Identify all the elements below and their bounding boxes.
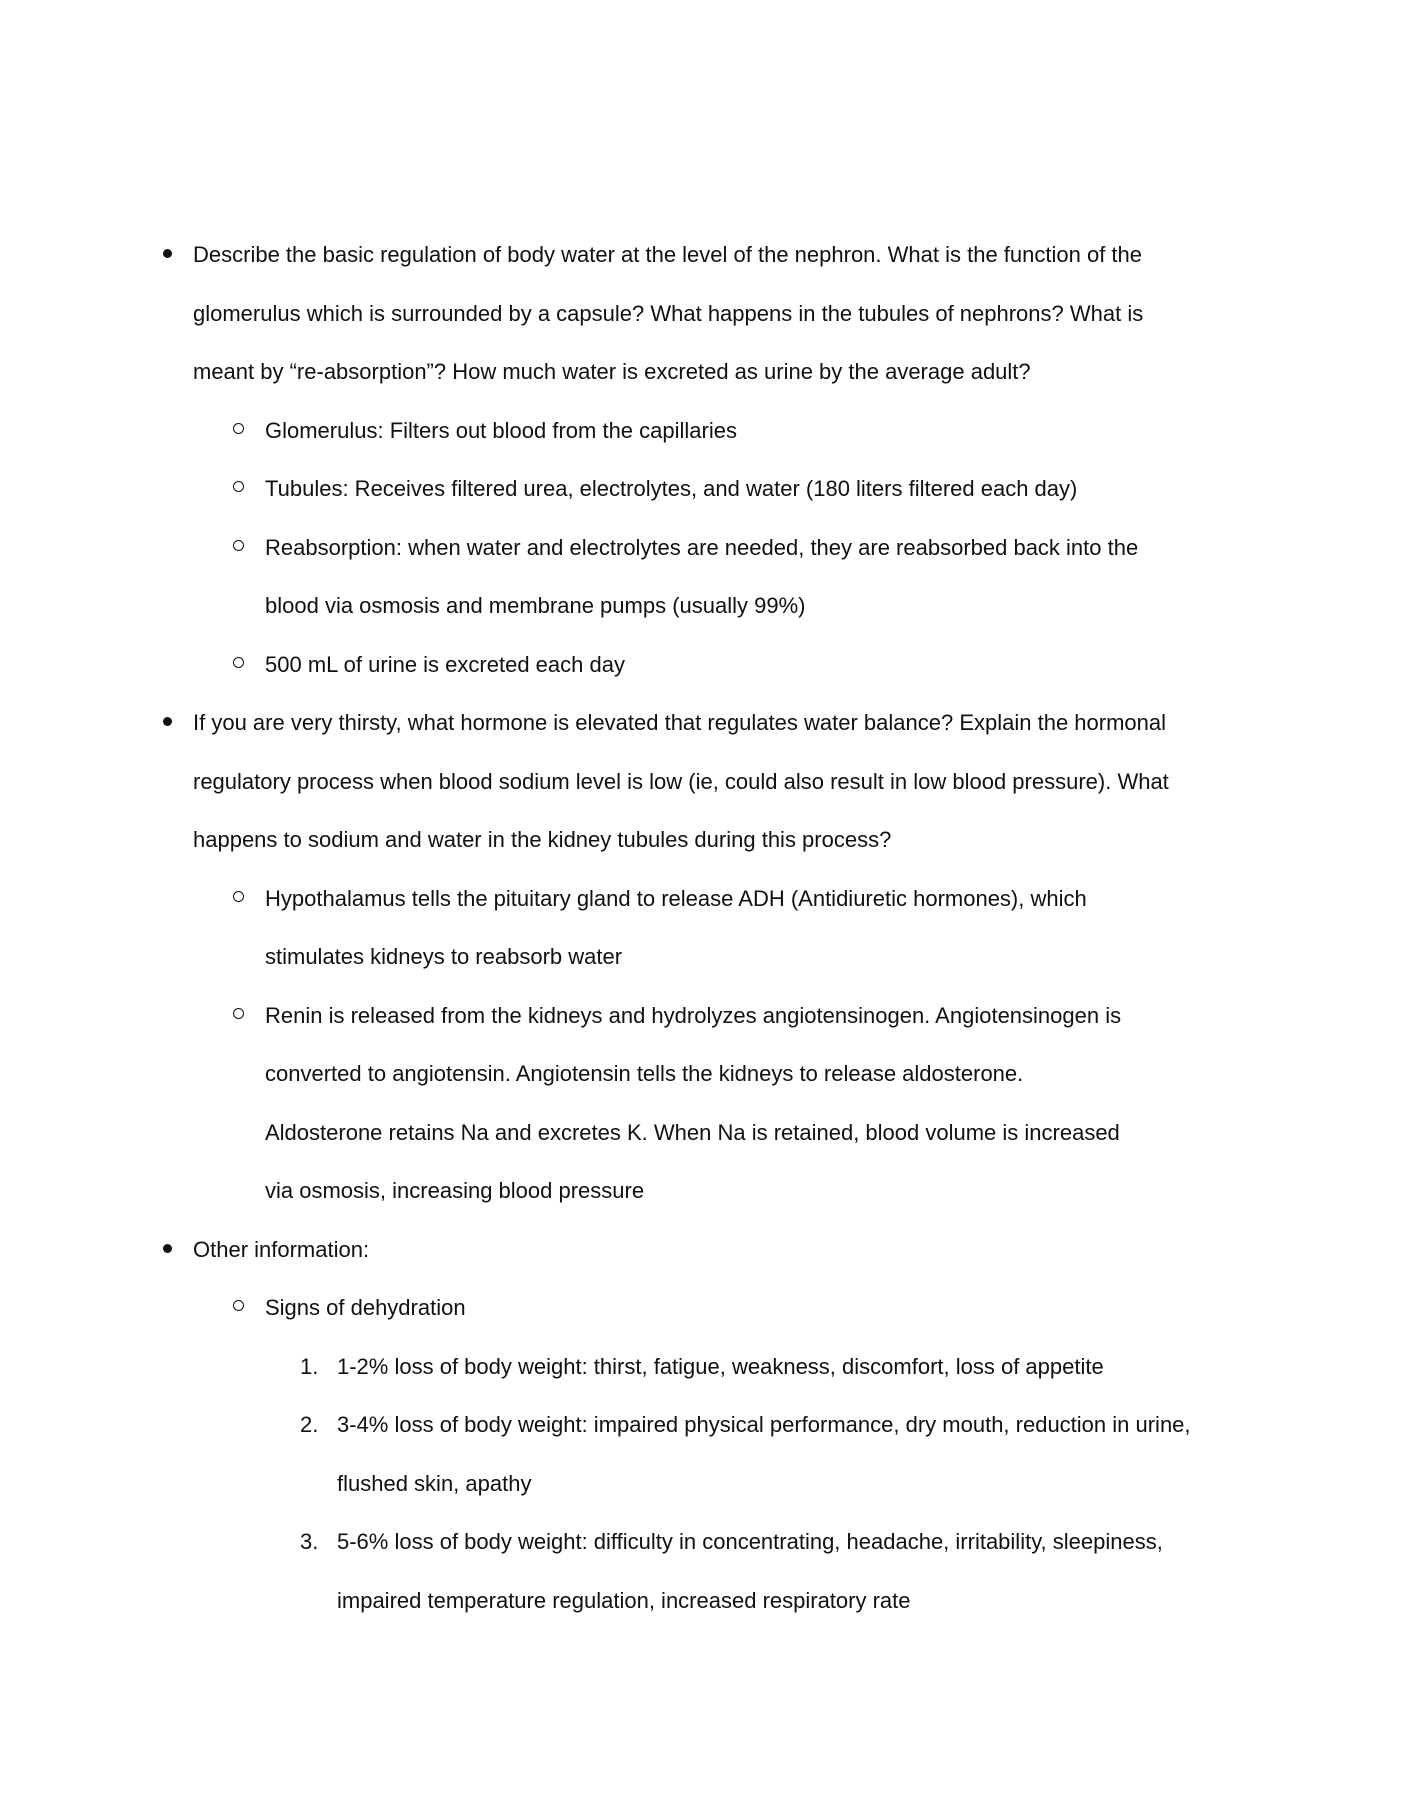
answer-text: Hypothalamus tells the pituitary gland to release ADH (Antidiuretic hormones), which stimulates kidneys to reabsorb water (265, 885, 1087, 969)
question-item (193, 694, 1223, 870)
answer-text: Tubules: Receives filtered urea, electrolytes, and water (180 liters filtered each day) (265, 476, 1078, 501)
bullet-circle-icon (233, 481, 244, 492)
bullet-dot-icon (163, 717, 172, 726)
question-text: Describe the basic regulation of body water at the level of the nephron. What is the function of the glomerulus which is surrounded by a capsule? What happens in the tubules of nephrons? What is meant by “re-absorption”? How much water is excreted as urine by the average adult? (193, 242, 1144, 384)
sub-heading-text: Signs of dehydration (265, 1295, 466, 1320)
numbered-item (300, 1396, 1227, 1513)
answer-item (265, 460, 1225, 519)
numbered-item (300, 1513, 1227, 1630)
answer-item (265, 636, 1225, 695)
answer-text: Glomerulus: Filters out blood from the capillaries (265, 417, 737, 443)
answer-text: Renin is released from the kidneys and hydrolyzes angiotensinogen. Angiotensinogen is converted to angiotensin. Angiotensin tells the kidneys to release aldosterone. Aldosterone retains Na and excretes K. When Na is retained, blood volume is increased via osmosis, increasing blood pressure (265, 1002, 1122, 1203)
bullet-circle-icon (233, 1300, 244, 1311)
bullet-circle-icon (233, 540, 244, 551)
numbered-text: 3-4% loss of body weight: impaired physical performance, dry mouth, reduction in urine, flushed skin, apathy (337, 1412, 1191, 1496)
question-text: Other information: (193, 1236, 370, 1262)
bullet-circle-icon (233, 1008, 244, 1019)
numbered-text: 5-6% loss of body weight: difficulty in concentrating, headache, irritability, sleepiness, impaired temperature regulation, increased respiratory rate (337, 1529, 1163, 1613)
answer-item (265, 402, 1225, 461)
item-number: 2. (300, 1412, 319, 1437)
item-number: 1. (300, 1353, 319, 1379)
question-item (193, 226, 1223, 402)
question-text: If you are very thirsty, what hormone is elevated that regulates water balance? Explain the hormonal regulatory process when blood sodium level is low (ie, could also result in low blood pressure). What happens to sodium and water in the kidney tubules during this process? (193, 710, 1169, 852)
bullet-dot-icon (163, 249, 172, 258)
answer-text: 500 mL of urine is excreted each day (265, 651, 625, 677)
numbered-item (300, 1338, 1227, 1397)
bullet-circle-icon (233, 423, 244, 434)
bullet-circle-icon (233, 891, 244, 902)
answer-item (265, 987, 1225, 1221)
answer-item (265, 519, 1225, 636)
question-item (193, 1221, 1223, 1280)
answer-text: Reabsorption: when water and electrolytes are needed, they are reabsorbed back into the blood via osmosis and membrane pumps (usually 99%) (265, 534, 1139, 618)
bullet-dot-icon (163, 1244, 172, 1253)
item-number: 3. (300, 1529, 319, 1554)
numbered-text: 1-2% loss of body weight: thirst, fatigue, weakness, discomfort, loss of appetite (337, 1353, 1104, 1379)
answer-item (265, 870, 1225, 987)
answer-item (265, 1279, 1225, 1338)
bullet-circle-icon (233, 657, 244, 668)
